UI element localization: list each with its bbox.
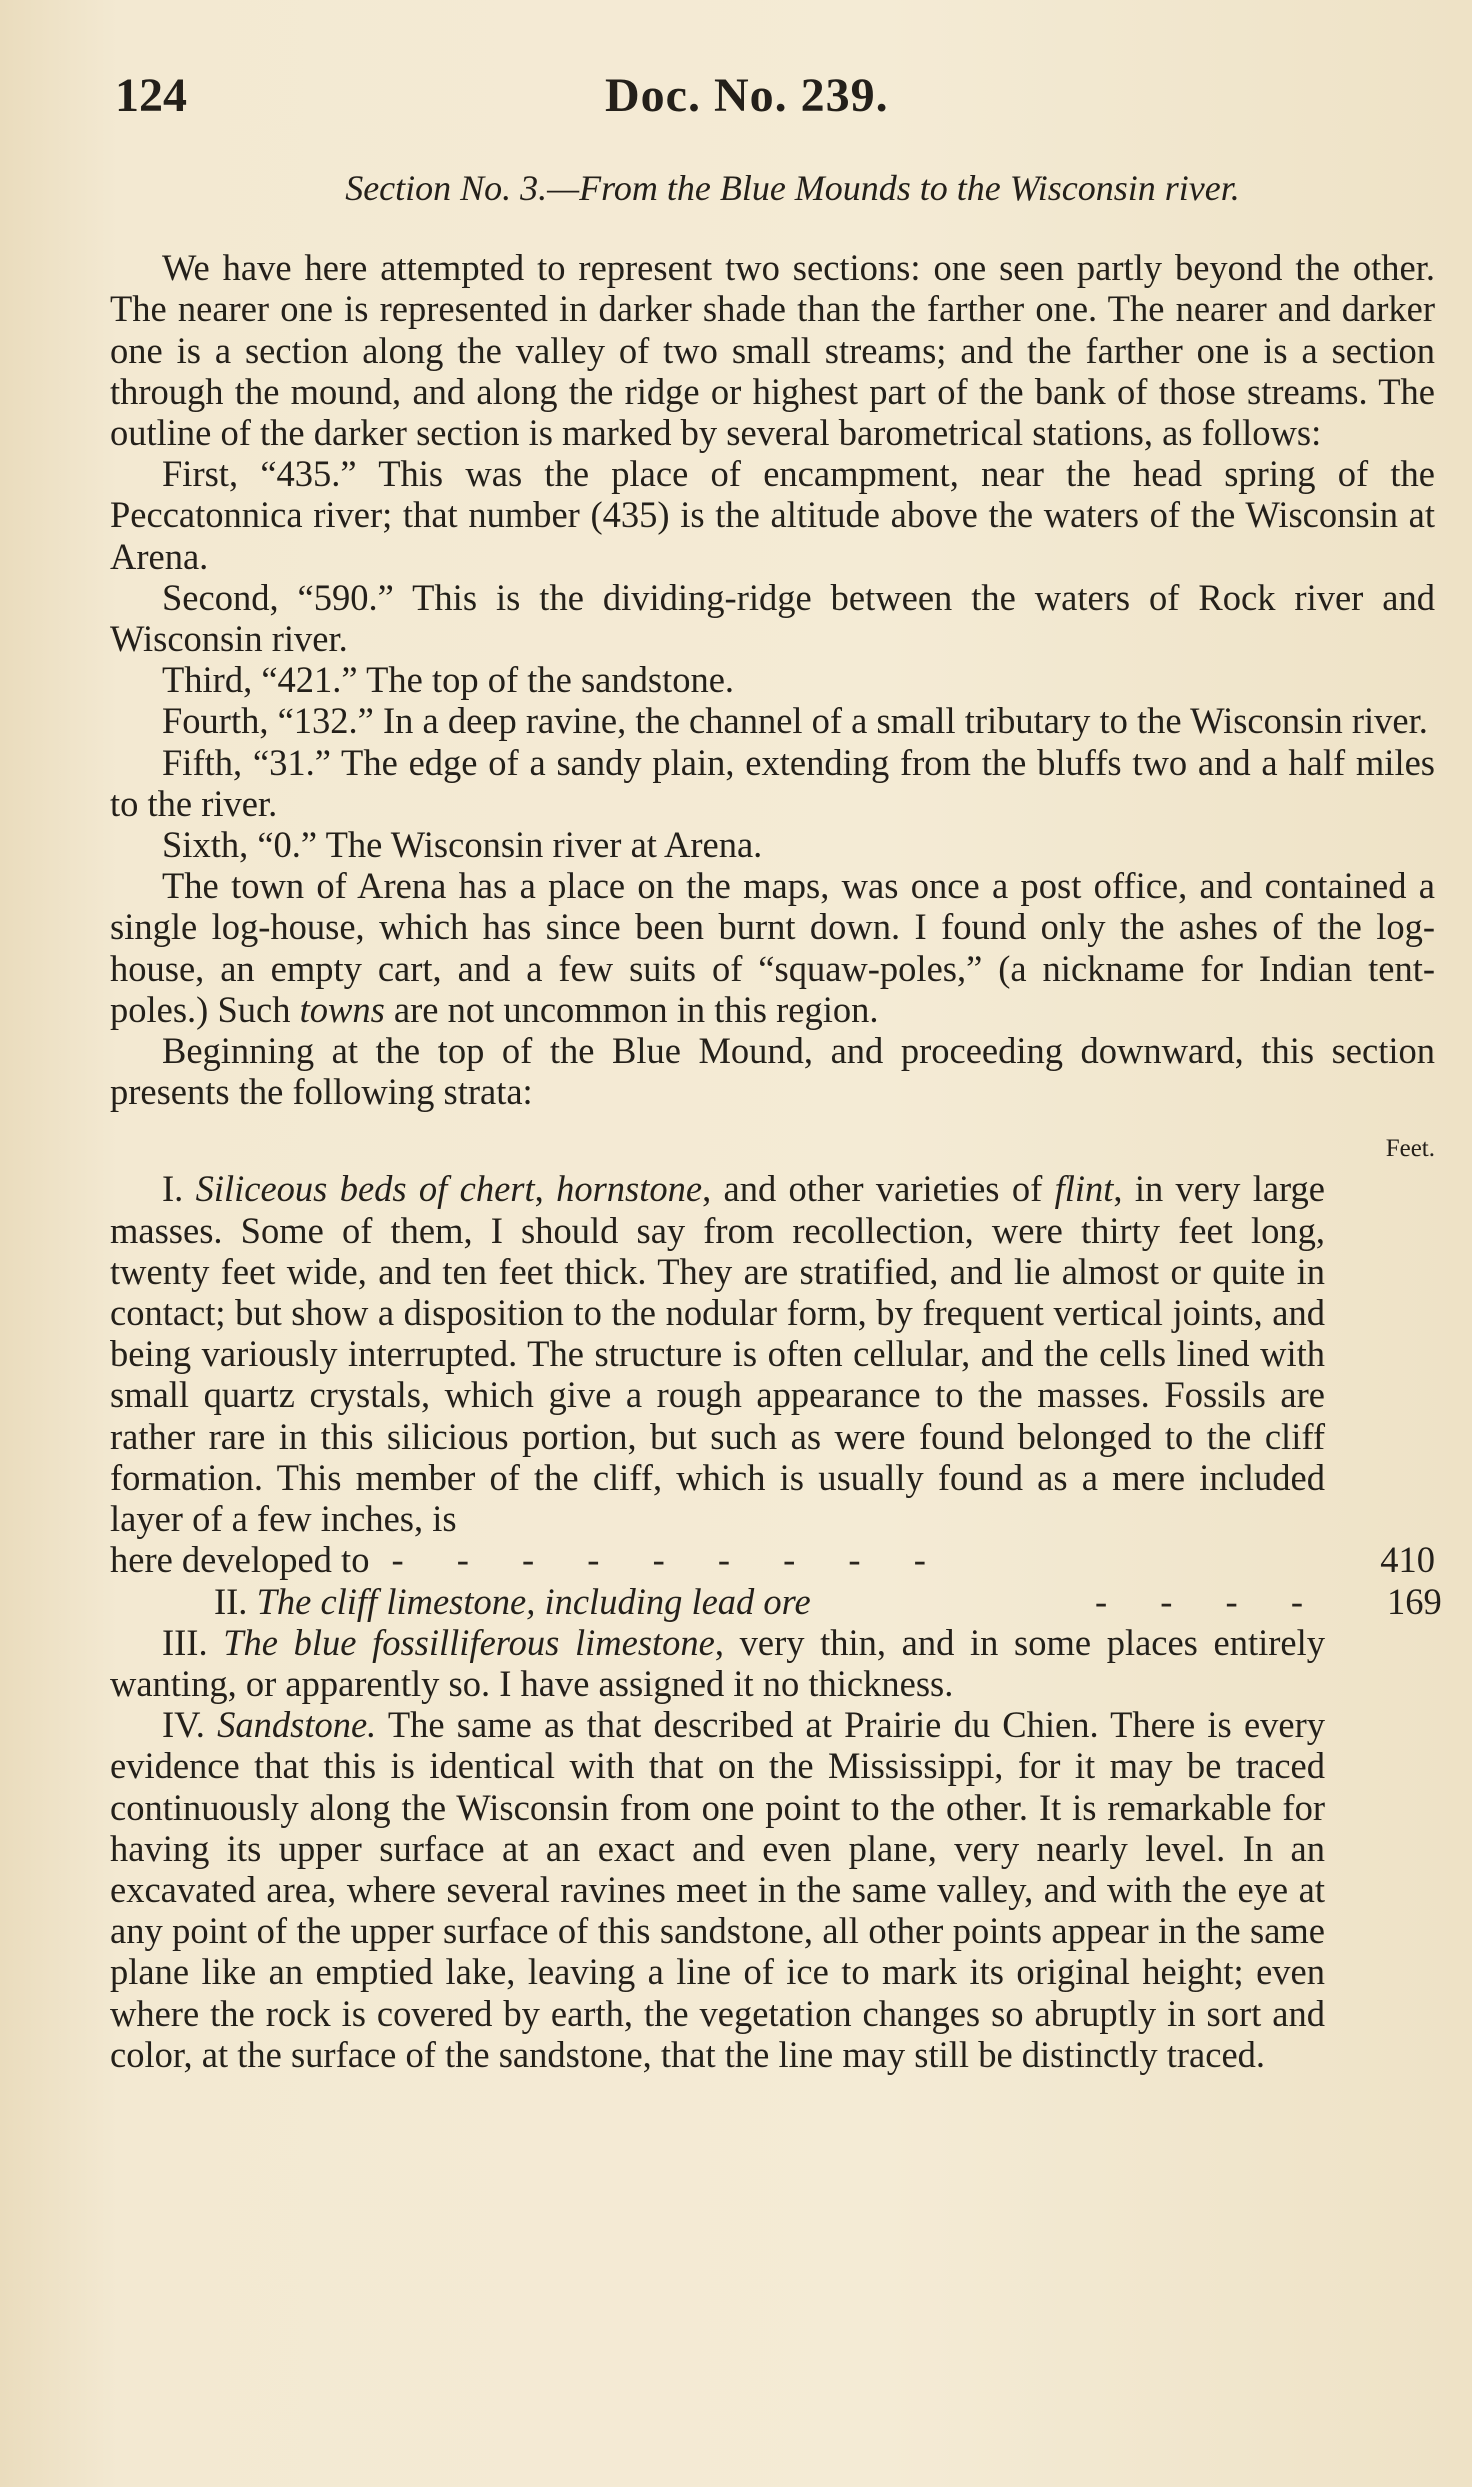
stratum-2-label xyxy=(110,1581,811,1622)
stratum-1-numeral: I. xyxy=(162,1168,184,1210)
stratum-1-last-text: here developed to xyxy=(110,1539,370,1581)
stratum-4-body: The same as that described at Prairie du Chien. There is every evidence that this is identical with that on the Mississippi, for it may be traced continuously along the Wisconsin from one point to the other. It is remarkable for having its upper surface at an exact and even plane, very nearly level. In an excavated area, where several ravines meet in the same valley, and with the eye at any point of the upper surface of this sandstone, all other points appear in the same plane like an emptied lake, leaving a line of ice to mark its original height; even where the rock is covered by earth, the vegetation changes so abruptly in sort and color, at the surface of the sandstone, that the line may still be distinctly traced. xyxy=(110,1704,1326,2075)
paragraph-station-fourth: Fourth, “132.” In a deep ravine, the channel of a small tributary to the Wisconsin river. xyxy=(162,700,1428,742)
stratum-4-text xyxy=(110,1704,1325,2075)
stratum-2-thickness: 169 xyxy=(1387,1580,1442,1622)
paragraph-station-third: Third, “421.” The top of the sandstone. xyxy=(162,659,735,701)
stratum-3-text xyxy=(110,1622,1325,1704)
stratum-1-name-b: hornstone xyxy=(556,1168,703,1210)
stratum-2-numeral: II. xyxy=(214,1580,248,1622)
paragraph-station-first: First, “435.” This was the place of encampment, near the head spring of the Peccatonnica river; that number (435) is the altitude above the waters of the Wisconsin at Arena. xyxy=(110,453,1435,577)
paragraph-intro: We have here attempted to represent two sections: one seen partly beyond the other. The nearer one is represented in darker shade than the farther one. The nearer and darker one is a section along the valley of two small streams; and the farther one is a section through the mound, and along the ridge or highest part of the bank of those streams. The outline of the darker section is marked by several barometrical stations, as follows: xyxy=(110,247,1435,454)
section-title: Section No. 3.—From the Blue Mounds to the Wisconsin river. xyxy=(345,168,1240,208)
stratum-4 xyxy=(110,1704,1435,2075)
stratum-3-name: The blue fossilliferous limestone xyxy=(223,1621,715,1663)
stratum-2-leader: - - - - xyxy=(1095,1580,1325,1622)
stratum-1-last-line xyxy=(110,1539,1435,1581)
stratum-3-body: , very thin, and in some places entirely wanting, or apparently so. I have assigned it no thickness. xyxy=(110,1621,1325,1704)
page-body xyxy=(110,168,1442,2075)
stratum-2-line xyxy=(110,1580,1442,1622)
document-number: Doc. No. 239. xyxy=(605,69,889,122)
stratum-1-sep-b: , and other varieties of xyxy=(702,1168,1055,1210)
stratum-4-name: Sandstone. xyxy=(217,1704,377,1746)
stratum-4-numeral: IV. xyxy=(162,1704,205,1746)
arena-text-after: are not uncommon in this region. xyxy=(384,988,879,1030)
stratum-1-body: , in very large masses. Some of them, I should say from recollection, were thirty feet long, twenty feet wide, and ten feet thick. They are stratified, and lie almost or quite in contact; but show a disposition to the nodular form, by frequent vertical joints, and being variously interrupted. The structure is often cellular, and the cells lined with small quartz crystals, which give a rough appearance to the masses. Fossils are rather rare in this silicious portion, but such as were found belonged to the cliff formation. This member of the cliff, which is usually found as a mere included layer of a few inches, is xyxy=(110,1168,1326,1540)
stratum-3 xyxy=(110,1622,1435,1704)
stratum-2 xyxy=(110,1580,1442,1622)
stratum-3-numeral: III. xyxy=(162,1621,208,1663)
paragraph-station-fifth: Fifth, “31.” The edge of a sandy plain, extending from the bluffs two and a half miles to the river. xyxy=(110,741,1435,824)
paragraph-station-sixth: Sixth, “0.” The Wisconsin river at Arena. xyxy=(162,824,763,866)
stratum-1 xyxy=(110,1168,1435,1580)
page-header xyxy=(115,68,1365,138)
stratum-1-name-a: Siliceous beds of chert xyxy=(195,1168,535,1210)
paragraph-arena xyxy=(110,865,1435,1030)
stratum-1-text xyxy=(110,1168,1325,1539)
paragraph-strata-intro: Beginning at the top of the Blue Mound, and proceeding downward, this section presents the following strata: xyxy=(110,1030,1435,1113)
feet-column-header: Feet. xyxy=(1385,1135,1435,1163)
page-number: 124 xyxy=(115,69,187,122)
stratum-1-sep-a: , xyxy=(534,1168,557,1210)
stratum-1-thickness: 410 xyxy=(1380,1539,1435,1581)
stratum-1-leader: - - - - - - - - - xyxy=(391,1539,948,1581)
arena-text-before: The town of Arena has a place on the maps, was once a post office, and contained a single log-house, which has since been burnt down. I found only the ashes of the log-house, an empty cart, and a few suits of “squaw-poles,” (a nickname for Indian tent-poles.) Such xyxy=(110,865,1435,1030)
stratum-1-name-c: flint xyxy=(1054,1168,1114,1210)
paragraph-station-second: Second, “590.” This is the dividing-ridge between the waters of Rock river and Wisconsin river. xyxy=(110,576,1435,660)
arena-emphasis: towns xyxy=(299,988,385,1030)
stratum-2-name: The cliff limestone, including lead ore xyxy=(256,1580,811,1622)
